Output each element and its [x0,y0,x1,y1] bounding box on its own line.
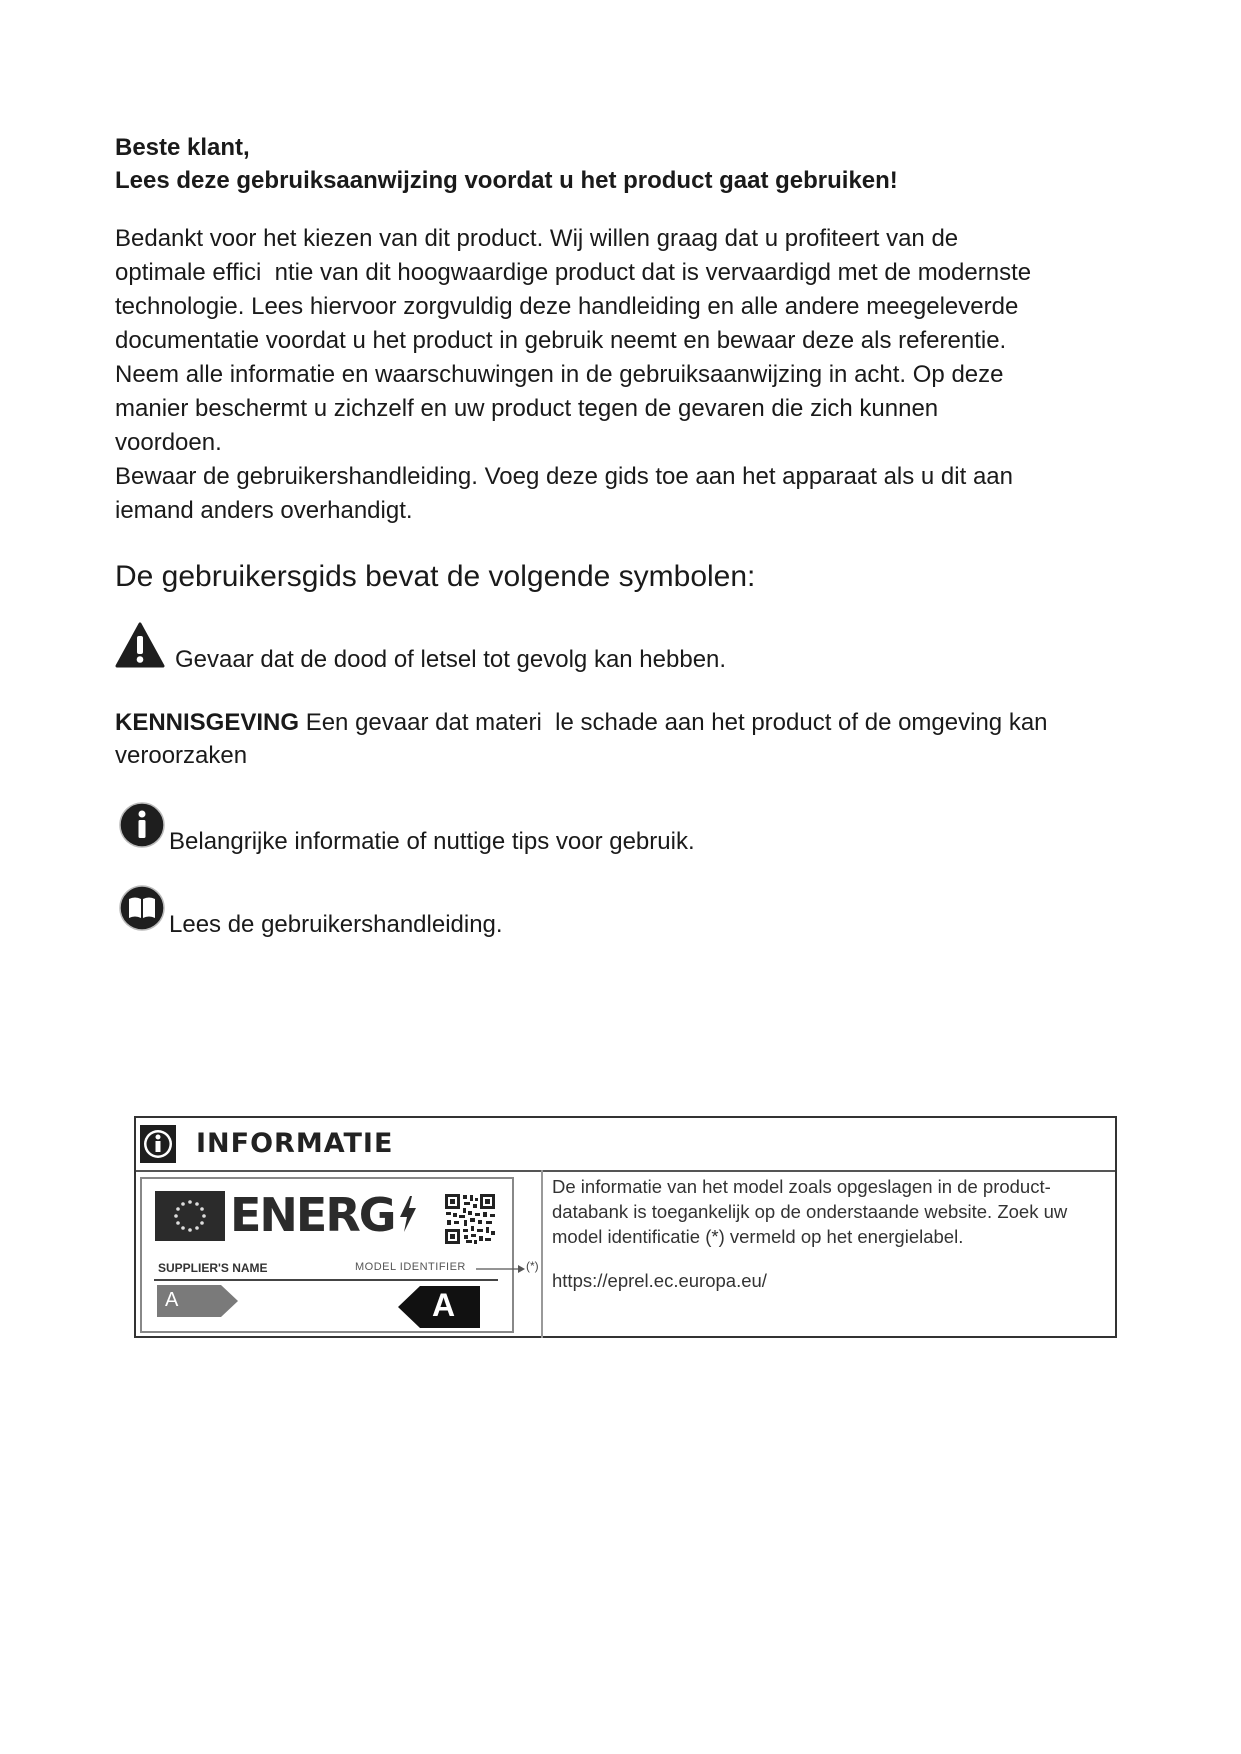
information-divider [541,1170,543,1338]
arrow-right-icon [476,1263,526,1275]
intro-line: documentatie voordat u het product in gebruik neemt en bewaar deze als referentie. [115,327,1007,354]
supplier-name-label: SUPPLIER'S NAME [158,1261,268,1275]
info-icon [118,801,166,849]
energy-class-left: A [165,1289,179,1311]
information-description: De informatie van het model zoals opgeslagen in de product-databank is toegankelijk op de onderstaande website. Zoek uw model identificatie (*) vermeld op het energielabel. [552,1176,1068,1247]
energy-word: ENERG [230,1188,395,1242]
manual-book-icon [118,884,166,932]
intro-line: iemand anders overhandigt. [115,497,413,524]
warning-description: Gevaar dat de dood of letsel tot gevolg kan hebben. [175,646,727,673]
model-asterisk: (*) [526,1259,539,1273]
intro-line: technologie. Lees hiervoor zorgvuldig deze handleiding en alle andere meegeleverde [115,293,1019,320]
label-divider [154,1279,498,1281]
eprel-url[interactable]: https://eprel.ec.europa.eu/ [552,1270,767,1291]
energy-class-right: A [432,1287,456,1323]
intro-line: optimale effici ntie van dit hoogwaardige product dat is vervaardigd met de modernste [115,259,1032,286]
lightning-icon [398,1195,418,1233]
qr-code-icon [444,1193,496,1245]
intro-paragraph [115,222,1155,528]
information-title: INFORMATIE [196,1128,394,1159]
intro-line: voordoen. [115,429,222,456]
notice-label: KENNISGEVING [115,709,300,736]
information-title-row [136,1118,1115,1172]
intro-line: manier beschermt u zichzelf en uw product tegen de gevaren die zich kunnen [115,395,939,422]
manual-description: Lees de gebruikershandleiding. [169,911,503,938]
info-square-icon [139,1124,177,1164]
intro-line: Neem alle informatie en waarschuwingen in de gebruiksaanwijzing in acht. Op deze [115,361,1004,388]
intro-line: Bewaar de gebruikershandleiding. Voeg deze gids toe aan het apparaat als u dit aan [115,463,1013,490]
greeting-instruction: Lees deze gebruiksaanwijzing voordat u het product gaat gebruiken! [115,167,898,194]
greeting [115,131,1165,197]
notice-text: Een gevaar dat materi le schade aan het product of de omgeving kan veroorzaken [115,709,1055,769]
intro-line: Bedankt voor het kiezen van dit product. Wij willen graag dat u profiteert van de [115,225,959,252]
information-box [134,1116,1117,1338]
eu-stars-icon [155,1191,225,1241]
eu-flag [155,1191,225,1241]
notice-paragraph [115,706,1155,772]
warning-icon [115,622,165,668]
model-identifier-label: MODEL IDENTIFIER [355,1261,466,1273]
greeting-salutation: Beste klant, [115,134,250,161]
energy-label [140,1177,539,1333]
symbols-heading: De gebruikersgids bevat de volgende symbolen: [115,560,756,593]
info-description: Belangrijke informatie of nuttige tips voor gebruik. [169,828,695,855]
